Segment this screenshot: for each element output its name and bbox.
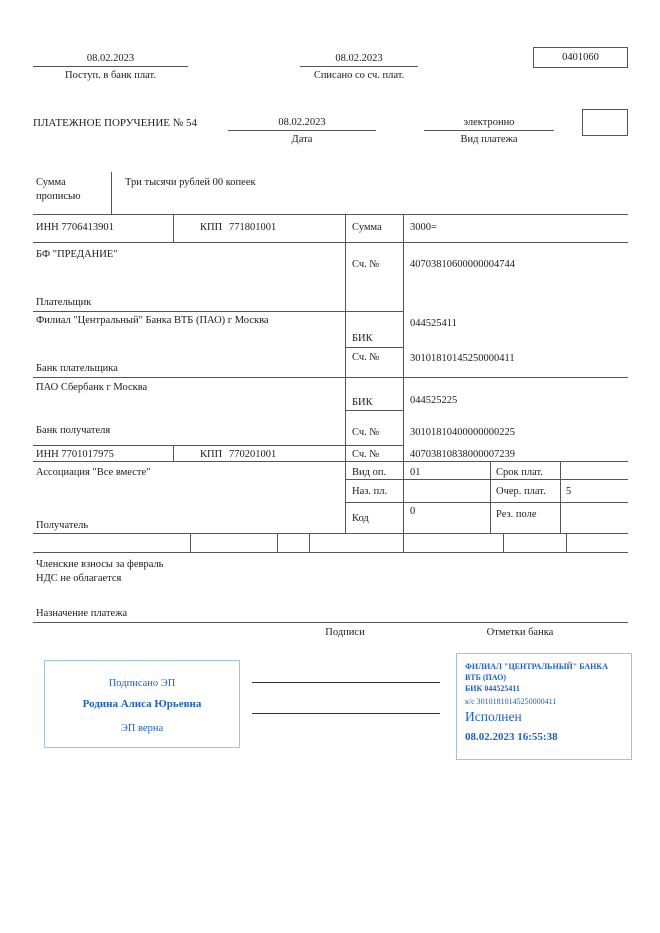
payee-account: 40703810838000007239 (410, 449, 515, 460)
table-line (190, 533, 191, 552)
payer-account-label: Сч. № (352, 259, 380, 270)
signature-line-2 (252, 713, 440, 714)
amount-value: 3000= (410, 222, 437, 233)
table-line (503, 533, 504, 552)
bank-stamp-corr-account: к/с 30101810145250000411 (465, 697, 557, 706)
form-code: 0401060 (562, 52, 599, 63)
payer-kpp: 771801001 (229, 222, 277, 233)
payer-bank-account-label: Сч. № (352, 352, 380, 363)
amount-label: Сумма (352, 222, 382, 233)
payer-bank-account: 30101810145250000411 (410, 353, 515, 364)
payee-bank-account-label: Сч. № (352, 427, 380, 438)
table-line (566, 533, 567, 552)
code-label: Код (352, 513, 369, 524)
table-line (345, 479, 628, 480)
status-code-box (582, 109, 628, 136)
table-line (309, 533, 310, 552)
signature-line-1 (252, 682, 440, 683)
payee-bank-account: 30101810400000000225 (410, 427, 515, 438)
purpose-line2: НДС не облагается (36, 573, 122, 584)
amount-words-label-line1: Сумма (36, 177, 66, 188)
table-line (33, 533, 628, 534)
table-line (403, 214, 404, 552)
form-code-box (533, 47, 628, 68)
esignature-stamp-top: Подписано ЭП (108, 678, 176, 689)
esignature-stamp-name: Родина Алиса Юрьевна (82, 698, 202, 710)
table-line (345, 347, 403, 348)
table-line (33, 622, 628, 623)
received-in-bank-underline (33, 66, 188, 67)
bank-marks-label: Отметки банка (486, 627, 554, 638)
table-line (490, 461, 491, 533)
payee-kpp: 770201001 (229, 449, 277, 460)
payer-name: БФ "ПРЕДАНИЕ" (36, 249, 118, 260)
payment-kind-label: Вид платежа (460, 134, 518, 145)
received-in-bank-label: Поступ. в банк плат. (65, 70, 156, 81)
table-line (33, 242, 628, 243)
signatures-label: Подписи (325, 627, 365, 638)
purpose-section-label: Назначение платежа (36, 608, 128, 619)
payee-account-label: Сч. № (352, 449, 380, 460)
received-in-bank-date: 08.02.2023 (86, 53, 135, 64)
payer-section-label: Плательщик (36, 297, 92, 308)
table-line (345, 502, 628, 503)
table-line (173, 214, 174, 242)
payer-bank-bik-label: БИК (352, 333, 373, 344)
purpose-code-label: Наз. пл. (352, 486, 388, 497)
payee-inn: ИНН 7701017975 (36, 449, 114, 460)
table-line (345, 214, 346, 533)
table-line (33, 461, 628, 462)
table-line (111, 172, 112, 214)
bank-stamp-bik: БИК 044525411 (465, 684, 520, 693)
debited-date: 08.02.2023 (335, 53, 383, 64)
payment-kind-value: электронно (463, 117, 515, 128)
amount-in-words: Три тысячи рублей 00 копеек (125, 177, 256, 188)
priority-value: 5 (566, 486, 572, 497)
payee-name: Ассоциация "Все вместе" (36, 467, 151, 478)
table-line (33, 311, 403, 312)
bank-stamp-line1: ФИЛИАЛ "ЦЕНТРАЛЬНЫЙ" БАНКА (465, 662, 608, 671)
debited-underline (300, 66, 418, 67)
esignature-stamp (44, 660, 240, 748)
payer-bank-name: Филиал "Центральный" Банка ВТБ (ПАО) г Москва (36, 315, 269, 326)
payee-bank-bik-label: БИК (352, 397, 373, 408)
doc-date-value: 08.02.2023 (278, 117, 326, 128)
priority-label: Очер. плат. (496, 486, 546, 497)
esignature-stamp-bottom: ЭП верна (120, 723, 164, 734)
table-line (277, 533, 278, 552)
purpose-line1: Членские взносы за февраль (36, 559, 164, 570)
bank-stamp (456, 653, 632, 760)
code-value: 0 (410, 506, 416, 517)
document-title: ПЛАТЕЖНОЕ ПОРУЧЕНИЕ № 54 (33, 117, 198, 129)
payer-kpp-label: КПП (200, 222, 223, 233)
table-line (33, 445, 403, 446)
payee-bank-section-label: Банк получателя (36, 425, 111, 436)
payee-kpp-label: КПП (200, 449, 223, 460)
payee-section-label: Получатель (36, 520, 89, 531)
reserve-label: Рез. поле (496, 509, 537, 520)
op-type-label: Вид оп. (352, 467, 387, 478)
bank-stamp-line2: ВТБ (ПАО) (465, 673, 507, 682)
payer-inn: ИНН 7706413901 (36, 222, 114, 233)
doc-date-label: Дата (291, 134, 313, 145)
payer-bank-bik: 044525411 (410, 318, 457, 329)
table-line (33, 377, 628, 378)
table-line (173, 445, 174, 461)
payment-kind-underline (424, 130, 554, 131)
bank-stamp-status: Исполнен (465, 709, 522, 724)
table-line (345, 410, 403, 411)
payer-account: 40703810600000004744 (410, 259, 515, 270)
table-line (33, 552, 628, 553)
payer-bank-section-label: Банк плательщика (36, 363, 118, 374)
due-date-label: Срок плат. (496, 467, 543, 478)
table-line (33, 214, 628, 215)
debited-label: Списано со сч. плат. (313, 70, 405, 81)
op-type-value: 01 (410, 467, 421, 478)
table-line (560, 461, 561, 533)
doc-date-underline (228, 130, 376, 131)
payee-bank-bik: 044525225 (410, 395, 458, 406)
payee-bank-name: ПАО Сбербанк г Москва (36, 382, 148, 393)
bank-stamp-timestamp: 08.02.2023 16:55:38 (465, 731, 558, 743)
amount-words-label-line2: прописью (36, 191, 81, 202)
